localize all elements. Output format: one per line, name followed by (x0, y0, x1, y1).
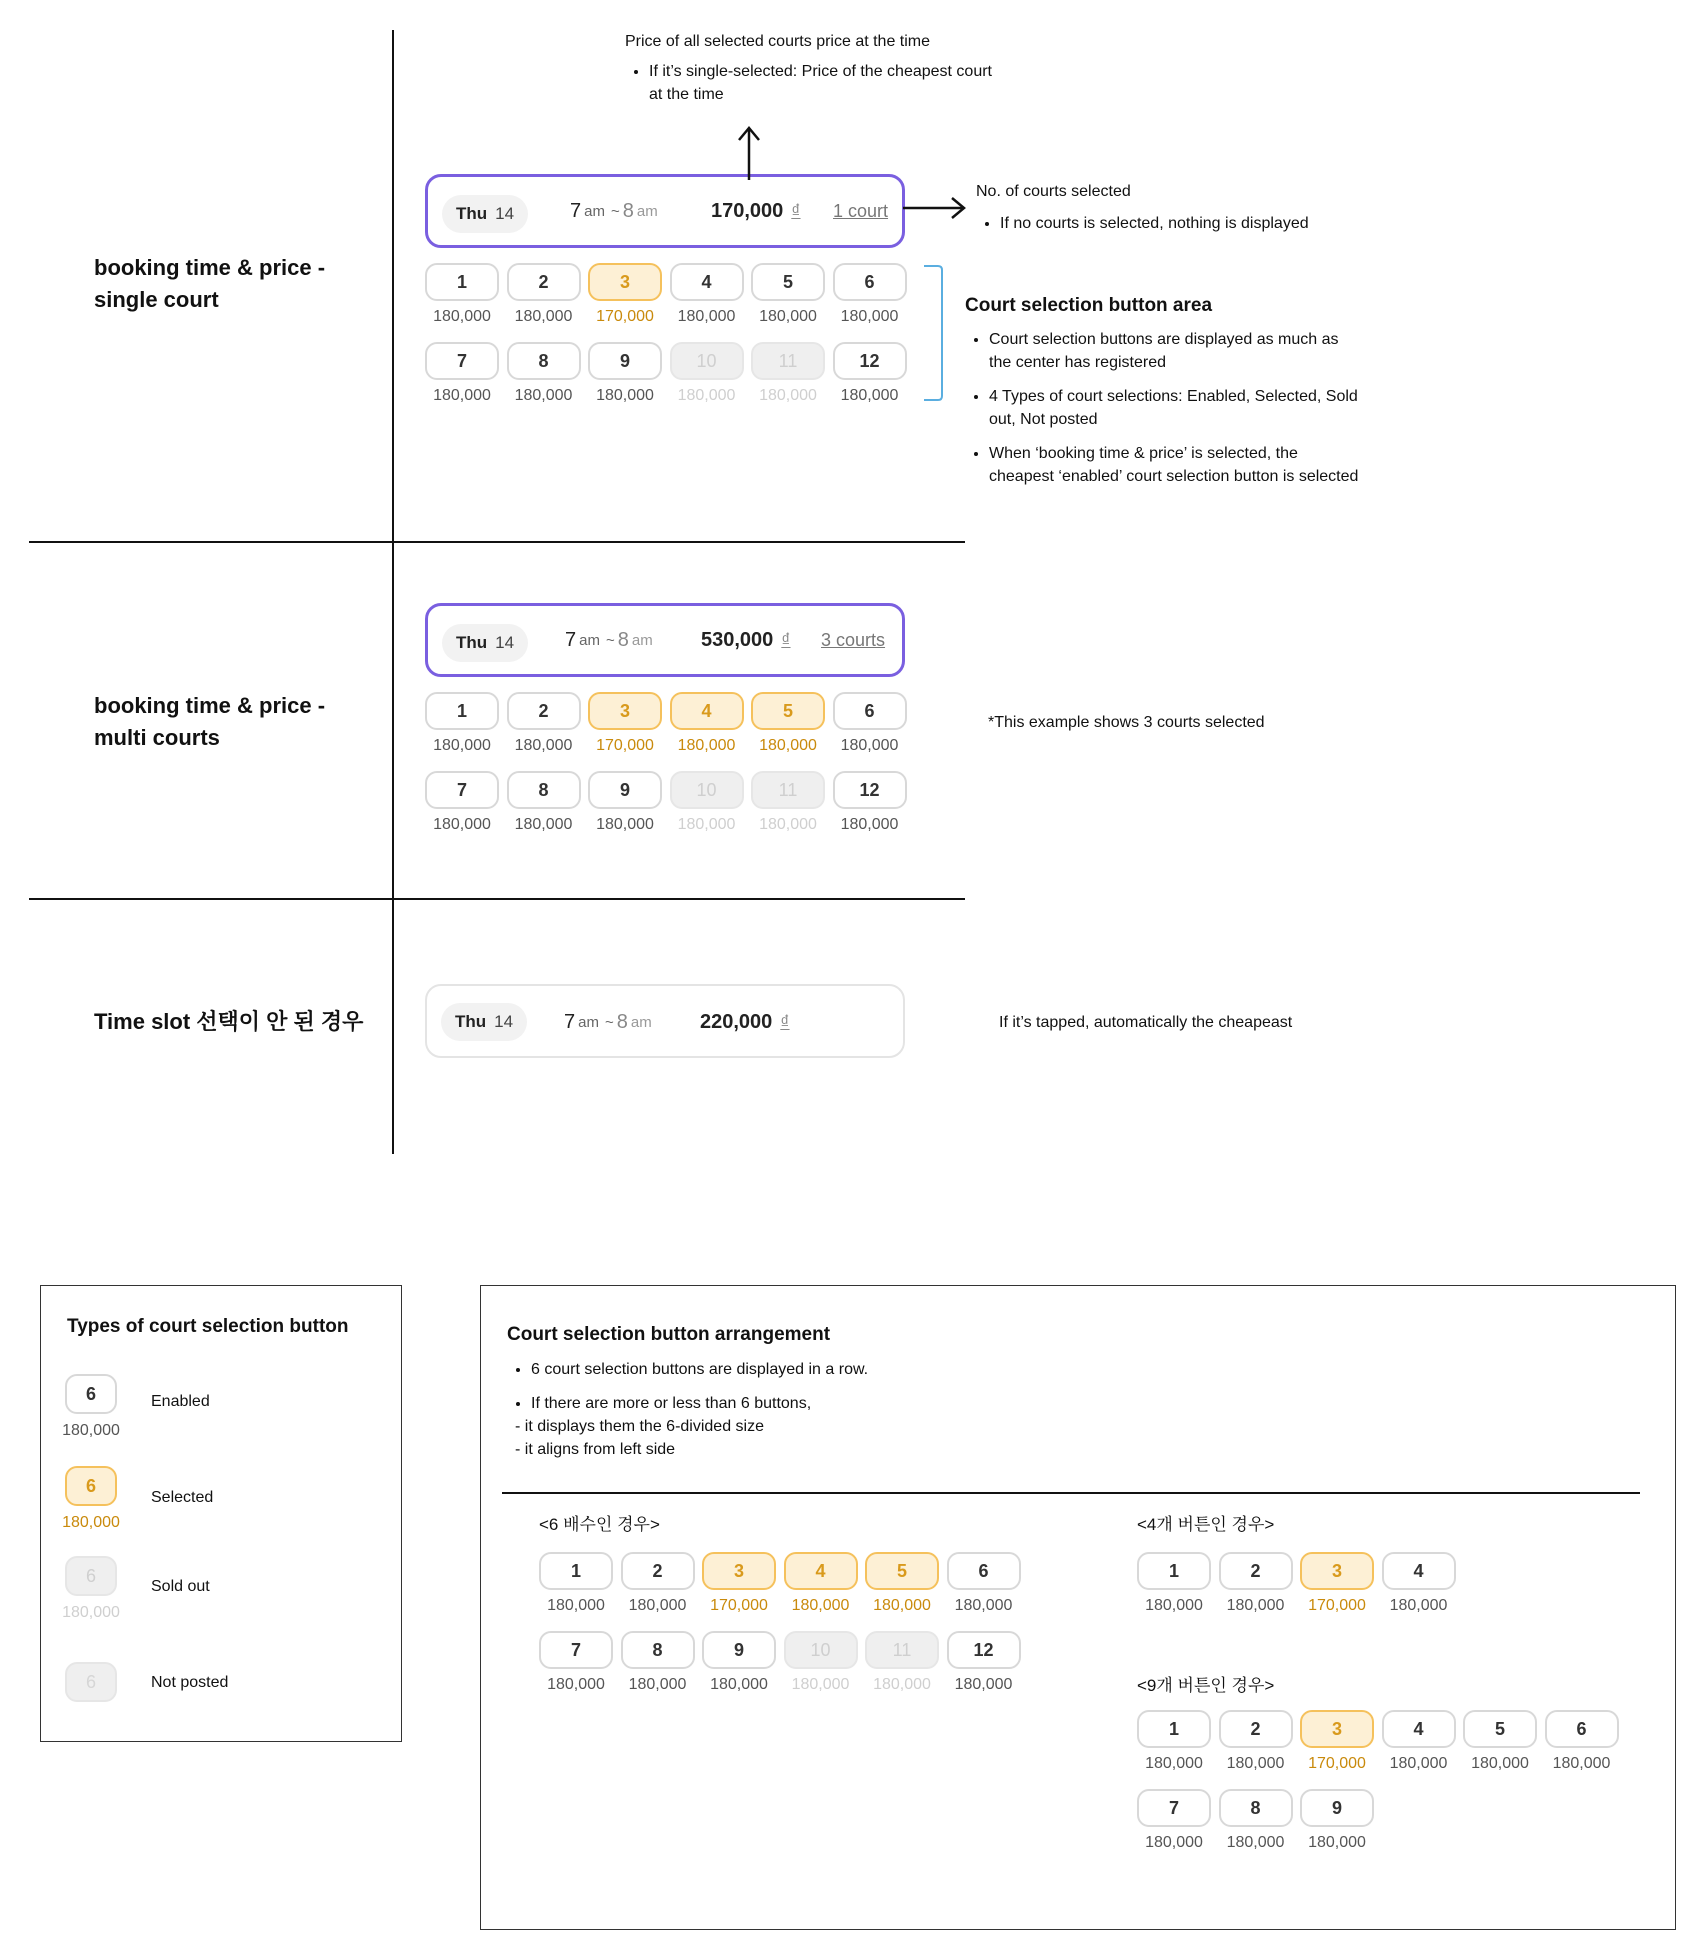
court-price: 180,000 (514, 737, 573, 754)
court-price: 170,000 (1308, 1597, 1366, 1614)
court-price: 180,000 (677, 308, 736, 325)
note-area (965, 294, 1360, 488)
court-price: 170,000 (596, 308, 654, 325)
arrangement-bullet (515, 1392, 1107, 1461)
end-unit: am (636, 202, 658, 220)
court-price: 170,000 (1308, 1755, 1366, 1772)
court-button[interactable]: 3 (1300, 1710, 1374, 1748)
court-button[interactable]: 7 (1137, 1789, 1211, 1827)
note-price (625, 30, 1005, 106)
court-button[interactable]: 1 (425, 692, 499, 730)
court-button[interactable]: 6 (65, 1374, 117, 1414)
day: Thu (455, 633, 488, 652)
court-price: 180,000 (759, 816, 817, 833)
arrangement-sub-line: - it aligns from left side (515, 1441, 676, 1458)
case-four-heading: <4개 버튼인 경우> (1137, 1515, 1275, 1534)
court-button: 10 (784, 1631, 858, 1669)
court-price: 180,000 (759, 308, 817, 325)
arrangement-notes (507, 1358, 1107, 1461)
court-button[interactable]: 4 (1382, 1552, 1456, 1590)
types-box-title: Types of court selection button (67, 1316, 349, 1337)
note-count (976, 180, 1366, 235)
note-count-bullet: • If no courts is selected, nothing is displayed (1000, 212, 1366, 235)
court-price: 180,000 (677, 387, 736, 404)
end-hour: 8 (616, 1010, 628, 1033)
court-soldout (54, 1556, 136, 1635)
arrangement-title: Court selection button arrangement (507, 1324, 831, 1345)
court-price: 180,000 (1226, 1755, 1285, 1772)
court-button[interactable]: 2 (507, 263, 581, 301)
court-price: 180,000 (677, 816, 736, 833)
court-button[interactable]: 3 (588, 263, 662, 301)
court-button[interactable]: 3 (1300, 1552, 1374, 1590)
end-unit: am (630, 1013, 652, 1031)
separator: ~ (605, 631, 615, 649)
court-button[interactable]: 7 (539, 1631, 613, 1669)
court-price: 180,000 (547, 1676, 605, 1693)
note-area-bullet: • When ‘booking time & price’ is selected, the cheapest ‘enabled’ court selection button is selected (989, 442, 1360, 488)
court-button[interactable]: 2 (1219, 1552, 1293, 1590)
arrangement-sub-line: - it displays them the 6-divided size (515, 1418, 764, 1435)
court-price: 180,000 (873, 1597, 931, 1614)
note-area-bullet: • Court selection buttons are displayed as much as the center has registered (989, 328, 1360, 374)
court-price: 180,000 (433, 387, 491, 404)
court-button[interactable]: 1 (539, 1552, 613, 1590)
court-button[interactable]: 8 (507, 342, 581, 380)
price-value: 530,000 (701, 628, 774, 651)
court-button: 11 (751, 771, 825, 809)
court-price: 180,000 (62, 1422, 120, 1439)
court-price: 180,000 (1145, 1597, 1203, 1614)
row-label-line: single court (94, 287, 219, 312)
type-label-enabled: Enabled (151, 1393, 210, 1410)
courts-count[interactable]: 3 courts (821, 629, 886, 650)
separator: ~ (610, 202, 620, 220)
court-button[interactable]: 6 (833, 263, 907, 301)
court-button[interactable]: 2 (621, 1552, 695, 1590)
type-label-selected: Selected (151, 1489, 214, 1506)
court-button[interactable]: 9 (588, 342, 662, 380)
court-price: 170,000 (710, 1597, 768, 1614)
date: 14 (494, 1012, 514, 1031)
currency: ₫ (780, 1011, 790, 1032)
court-price: 170,000 (596, 737, 654, 754)
court-button[interactable]: 3 (588, 692, 662, 730)
note-count-title: No. of courts selected (976, 183, 1131, 200)
court-button[interactable]: 5 (751, 263, 825, 301)
court-button[interactable]: 9 (1300, 1789, 1374, 1827)
court-button[interactable]: 6 (1545, 1710, 1619, 1748)
court-button[interactable]: 5 (1463, 1710, 1537, 1748)
court-button[interactable]: 5 (751, 692, 825, 730)
court-price: 180,000 (433, 308, 491, 325)
end-hour: 8 (622, 199, 634, 222)
note-area-title: Court selection button area (965, 295, 1213, 316)
price-value: 220,000 (700, 1010, 773, 1033)
start-hour: 7 (570, 199, 582, 222)
court-price: 180,000 (62, 1514, 120, 1531)
type-label-soldout: Sold out (151, 1578, 210, 1595)
price-value: 170,000 (711, 199, 784, 222)
court-button[interactable]: 2 (1219, 1710, 1293, 1748)
court-button[interactable]: 4 (1382, 1710, 1456, 1748)
court-enabled (54, 1374, 136, 1453)
court-price: 180,000 (873, 1676, 931, 1693)
currency: ₫ (781, 629, 791, 650)
court-price: 180,000 (433, 816, 491, 833)
currency: ₫ (791, 200, 801, 221)
day: Thu (454, 1012, 487, 1031)
court-button[interactable]: 4 (784, 1552, 858, 1590)
court-button[interactable]: 6 (947, 1552, 1021, 1590)
note-area-bullet: • 4 Types of court selections: Enabled, Selected, Sold out, Not posted (989, 385, 1360, 431)
court-price: 180,000 (791, 1597, 850, 1614)
court-button[interactable]: 1 (425, 263, 499, 301)
court-button[interactable]: 5 (865, 1552, 939, 1590)
court-notposted (54, 1662, 136, 1741)
court-price: 180,000 (1145, 1755, 1203, 1772)
arrangement-bullet: • 6 court selection buttons are displayed in a row. (531, 1358, 1107, 1381)
court-button[interactable]: 7 (425, 771, 499, 809)
court-price: 180,000 (759, 387, 817, 404)
court-button: 11 (865, 1631, 939, 1669)
court-button[interactable]: 12 (833, 771, 907, 809)
arrangement-box (480, 1285, 1676, 1930)
note-price-title: Price of all selected courts price at the time (625, 33, 931, 50)
court-price: 180,000 (514, 308, 573, 325)
courts-count[interactable]: 1 court (833, 200, 889, 221)
court-button[interactable]: 9 (588, 771, 662, 809)
court-button[interactable]: 12 (833, 342, 907, 380)
court-price: 180,000 (1389, 1597, 1448, 1614)
court-price: 180,000 (954, 1597, 1013, 1614)
court-button[interactable]: 8 (1219, 1789, 1293, 1827)
start-hour: 7 (565, 628, 577, 651)
court-price: 180,000 (1226, 1597, 1285, 1614)
court-button[interactable]: 4 (670, 263, 744, 301)
court-button: 10 (670, 771, 744, 809)
court-price: 180,000 (1226, 1834, 1285, 1851)
date: 14 (495, 204, 515, 223)
arrangement-bullet-text: • If there are more or less than 6 buttons, (531, 1395, 812, 1412)
row-label-line: booking time & price - (94, 693, 326, 718)
court-price: 180,000 (840, 387, 899, 404)
court-button[interactable]: 4 (670, 692, 744, 730)
court-button[interactable]: 1 (1137, 1552, 1211, 1590)
court-selected (54, 1466, 136, 1545)
court-price: 180,000 (710, 1676, 768, 1693)
court-price: 180,000 (759, 737, 817, 754)
court-price: 180,000 (596, 387, 654, 404)
court-button[interactable]: 1 (1137, 1710, 1211, 1748)
start-unit: am (578, 1013, 599, 1031)
court-price: 180,000 (596, 816, 654, 833)
court-price: 180,000 (840, 816, 899, 833)
start-unit: am (579, 631, 600, 649)
case-nine-heading: <9개 버튼인 경우> (1137, 1676, 1275, 1695)
court-button[interactable]: 8 (621, 1631, 695, 1669)
arrangement-divider (502, 1492, 1640, 1494)
note-price-bullet: • If it’s single-selected: Price of the cheapest court at the time (649, 60, 1005, 106)
court-button[interactable]: 6 (65, 1466, 117, 1506)
court-price: 180,000 (62, 1604, 120, 1621)
court-price: 180,000 (840, 308, 899, 325)
court-button: 11 (751, 342, 825, 380)
start-hour: 7 (564, 1010, 576, 1033)
row-label-line: multi courts (94, 725, 220, 750)
court-button[interactable]: 2 (507, 692, 581, 730)
court-button[interactable]: 7 (425, 342, 499, 380)
court-price: 180,000 (1471, 1755, 1529, 1772)
court-price: 180,000 (1145, 1834, 1203, 1851)
court-price: 180,000 (1389, 1755, 1448, 1772)
court-price: 180,000 (547, 1597, 605, 1614)
row-label-none: Time slot 선택이 안 된 경우 (94, 1009, 364, 1034)
court-price: 180,000 (791, 1676, 850, 1693)
court-button[interactable]: 8 (507, 771, 581, 809)
court-button[interactable]: 6 (833, 692, 907, 730)
separator: ~ (604, 1013, 614, 1031)
note-none: If it’s tapped, automatically the cheapeast (999, 1014, 1293, 1031)
day: Thu (455, 204, 488, 223)
date: 14 (495, 633, 515, 652)
row-label-line: booking time & price - (94, 255, 326, 280)
court-price: 180,000 (628, 1597, 687, 1614)
end-hour: 8 (617, 628, 629, 651)
note-multi: *This example shows 3 courts selected (988, 714, 1265, 731)
court-button: 10 (670, 342, 744, 380)
court-button: 6 (65, 1662, 117, 1702)
court-price: 180,000 (433, 737, 491, 754)
court-price: 180,000 (628, 1676, 687, 1693)
court-button: 6 (65, 1556, 117, 1596)
type-label-notposted: Not posted (151, 1674, 229, 1691)
court-price: 180,000 (840, 737, 899, 754)
court-price: 180,000 (1308, 1834, 1366, 1851)
court-price: 180,000 (514, 387, 573, 404)
court-price: 180,000 (954, 1676, 1013, 1693)
end-unit: am (631, 631, 653, 649)
court-button[interactable]: 3 (702, 1552, 776, 1590)
court-price: 180,000 (1552, 1755, 1611, 1772)
court-button[interactable]: 9 (702, 1631, 776, 1669)
start-unit: am (584, 202, 605, 220)
court-price: 180,000 (677, 737, 736, 754)
court-price: 180,000 (514, 816, 573, 833)
court-button[interactable]: 12 (947, 1631, 1021, 1669)
case-six-heading: <6 배수인 경우> (539, 1515, 660, 1534)
